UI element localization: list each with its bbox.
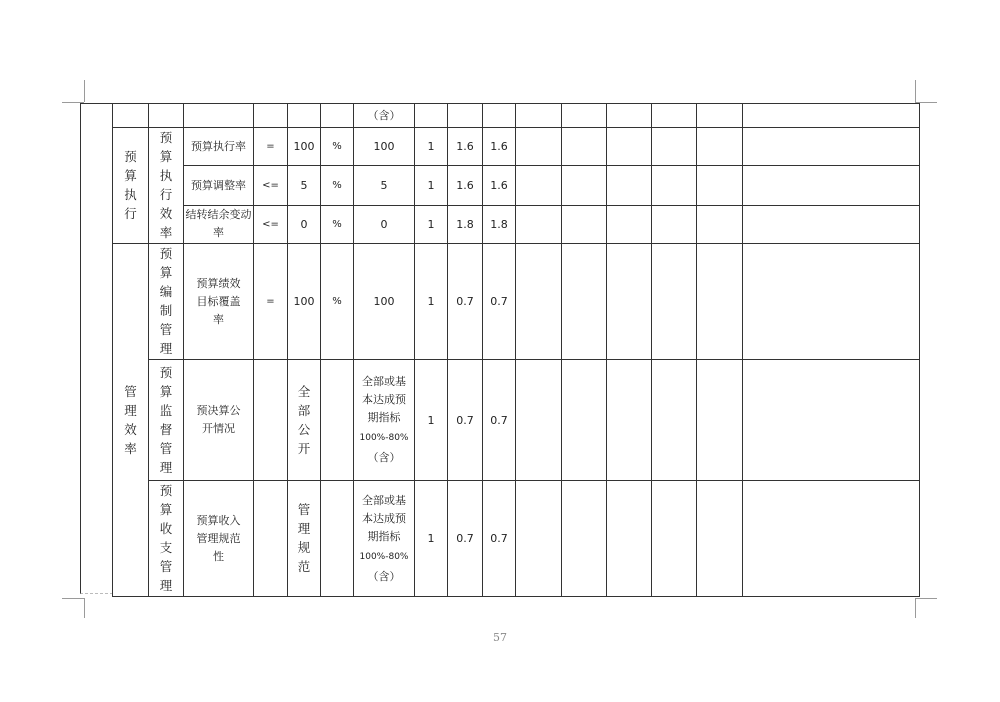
category-cell: 预算执行 <box>113 128 149 244</box>
result-cell: 0.7 <box>483 360 516 481</box>
table-row <box>113 244 920 360</box>
table-row <box>113 128 920 166</box>
unit-cell: % <box>321 128 354 166</box>
result-cell: 0.7 <box>483 244 516 360</box>
value-cell: 100 <box>288 128 321 166</box>
operator-cell <box>254 481 288 597</box>
indicator-cell: 预算收入管理规范性 <box>184 481 254 597</box>
indicator-cell: 预决算公开情况 <box>184 360 254 481</box>
left-margin-column <box>80 103 113 594</box>
operator-cell: <= <box>254 205 288 243</box>
value-cell: 管理规范 <box>288 481 321 597</box>
operator-cell: = <box>254 128 288 166</box>
score-cell: 0.7 <box>448 360 483 481</box>
weight-cell: 1 <box>415 481 448 597</box>
value-cell: 全部公开 <box>288 360 321 481</box>
crop-mark-top-left <box>84 80 85 102</box>
crop-mark-bottom-left-h <box>62 598 84 599</box>
operator-cell <box>254 360 288 481</box>
unit-cell: % <box>321 166 354 205</box>
category-cell: 管理效率 <box>113 244 149 597</box>
weight-cell: 1 <box>415 244 448 360</box>
operator-cell: = <box>254 244 288 360</box>
score-cell: 0.7 <box>448 244 483 360</box>
target-cell: 100 <box>354 128 415 166</box>
indicator-cell: 结转结余变动率 <box>184 205 254 243</box>
result-cell: 1.6 <box>483 166 516 205</box>
score-cell: 1.6 <box>448 128 483 166</box>
crop-mark-bottom-left <box>84 598 85 618</box>
table-row <box>113 166 920 205</box>
subcategory-cell: 预算执行效率 <box>149 128 184 244</box>
table-row <box>113 360 920 481</box>
result-cell: 1.8 <box>483 205 516 243</box>
table-row <box>113 481 920 597</box>
target-cell: （含） <box>354 104 415 128</box>
subcategory-cell: 预算编制管理 <box>149 244 184 360</box>
value-cell: 5 <box>288 166 321 205</box>
indicator-cell: 预算调整率 <box>184 166 254 205</box>
table-row <box>113 205 920 243</box>
target-cell: 0 <box>354 205 415 243</box>
target-cell: 100 <box>354 244 415 360</box>
score-cell: 1.6 <box>448 166 483 205</box>
indicator-table <box>112 103 920 597</box>
crop-mark-bottom-right <box>915 598 916 618</box>
weight-cell: 1 <box>415 360 448 481</box>
subcategory-cell: 预算监督管理 <box>149 360 184 481</box>
target-cell: 全部或基本达成预期指标 100%-80% （含） <box>354 481 415 597</box>
score-cell: 1.8 <box>448 205 483 243</box>
crop-mark-top-right <box>915 80 916 102</box>
target-cell: 5 <box>354 166 415 205</box>
unit-cell: % <box>321 244 354 360</box>
table-row <box>113 104 920 128</box>
crop-mark-bottom-right-h <box>915 598 937 599</box>
weight-cell: 1 <box>415 205 448 243</box>
score-cell: 0.7 <box>448 481 483 597</box>
weight-cell: 1 <box>415 166 448 205</box>
operator-cell: <= <box>254 166 288 205</box>
unit-cell: % <box>321 205 354 243</box>
unit-cell <box>321 481 354 597</box>
weight-cell: 1 <box>415 128 448 166</box>
target-cell: 全部或基本达成预期指标 100%-80% （含） <box>354 360 415 481</box>
value-cell: 100 <box>288 244 321 360</box>
page-number: 57 <box>493 631 507 644</box>
indicator-cell: 预算执行率 <box>184 128 254 166</box>
result-cell: 1.6 <box>483 128 516 166</box>
result-cell: 0.7 <box>483 481 516 597</box>
indicator-cell: 预算绩效目标覆盖率 <box>184 244 254 360</box>
unit-cell <box>321 360 354 481</box>
value-cell: 0 <box>288 205 321 243</box>
subcategory-cell: 预算收支管理 <box>149 481 184 597</box>
